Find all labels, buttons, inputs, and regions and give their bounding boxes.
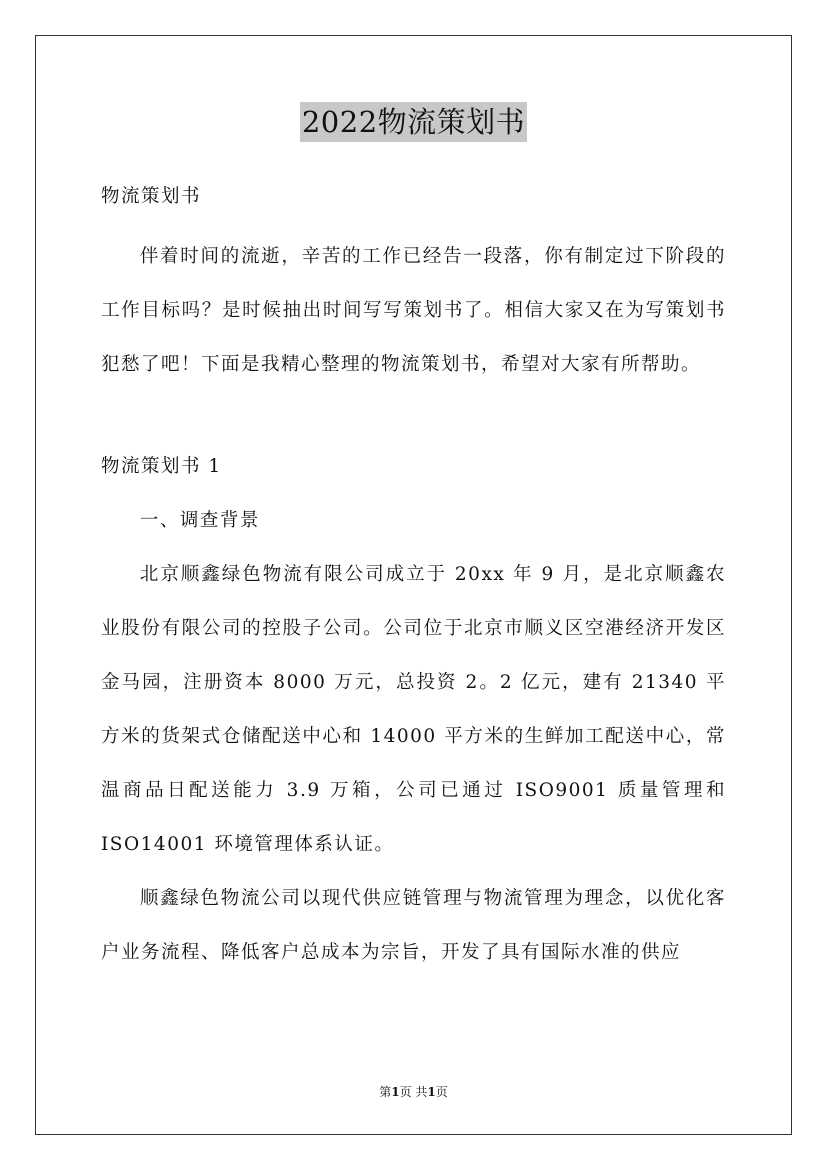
- footer-total-pages: 1: [427, 1085, 436, 1099]
- body-paragraph-1: 北京顺鑫绿色物流有限公司成立于 20xx 年 9 月，是北京顺鑫农业股份有限公司的控股子公司。公司位于北京市顺义区空港经济开发区金马园，注册资本 8000 万元，总投资 2。2 亿元，建有 21340 平方米的货架式仓储配送中心和 14000 平方米的生鲜加工配送中心，常温商品日配送能力 3.9 万箱，公司已通过 ISO9001 质量管理和 ISO14001 环境管理体系认证。: [101, 564, 726, 855]
- heading-survey-background: 一、调查背景: [139, 510, 260, 531]
- document-title: 2022物流策划书: [300, 102, 527, 142]
- section-title: 物流策划书 1: [101, 456, 222, 477]
- page-footer: [0, 1083, 827, 1101]
- intro-paragraph: 伴着时间的流逝，辛苦的工作已经告一段落，你有制定过下阶段的工作目标吗？是时候抽出时间写写策划书了。相信大家又在为写策划书犯愁了吧！下面是我精心整理的物流策划书，希望对大家有所帮助。: [101, 246, 726, 375]
- footer-prefix: 第: [379, 1085, 392, 1099]
- title-wrapper: [0, 102, 827, 142]
- footer-current-page: 1: [391, 1085, 400, 1099]
- document-subtitle: 物流策划书: [101, 186, 202, 207]
- footer-suffix: 页: [435, 1085, 448, 1099]
- body-paragraph-2: 顺鑫绿色物流公司以现代供应链管理与物流管理为理念，以优化客户业务流程、降低客户总成本为宗旨，开发了具有国际水准的供应: [101, 888, 726, 963]
- section-gap: [101, 392, 726, 440]
- document-body: [101, 170, 726, 980]
- footer-mid: 页 共: [399, 1085, 428, 1099]
